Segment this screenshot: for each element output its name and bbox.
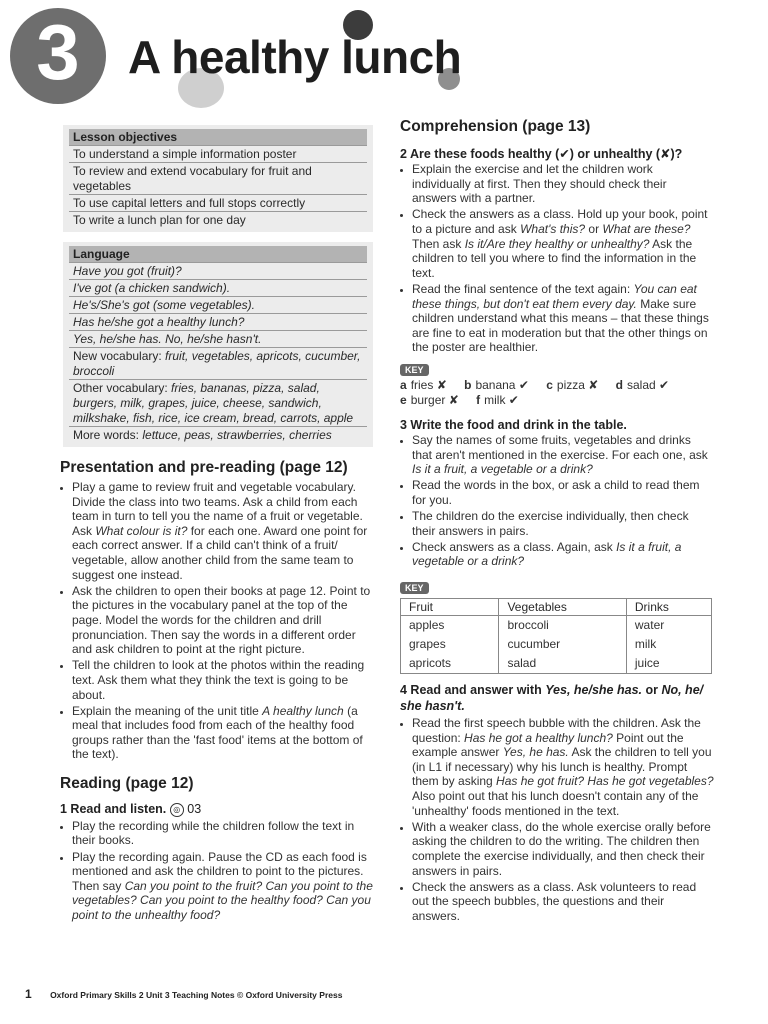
page-title: A healthy lunch [128, 31, 462, 83]
page-footer [25, 987, 342, 1001]
right-column [400, 118, 714, 925]
other-vocabulary: Other vocabulary: fries, bananas, pizza, salad, burgers, milk, grapes, juice, cheese, sandwich, milkshake, fish, rice, ice cream, bread, carrots, apple [69, 380, 367, 427]
objective-item: To review and extend vocabulary for fruit and vegetables [69, 163, 367, 195]
exercise-2-list [400, 162, 714, 355]
exercise-3-list [400, 433, 714, 569]
exercise-2-title: 2 Are these foods healthy (✔) or unhealthy (✘)? [400, 147, 683, 161]
language-box [63, 242, 373, 447]
list-item: • Play a game to review fruit and vegetable vocabulary. Divide the class into two teams. Ask a child from each team in turn to tell you the name of a fruit or vegetable. Ask What colour is it? for each one. Award one point for each correct answer. If a child can't think of a fruit/ vegetable, allow another child from the same team to suggest one instead. [72, 480, 373, 582]
more-words: More words: lettuce, peas, strawberries, cherries [69, 427, 367, 443]
list-item: • Play the recording again. Pause the CD as each food is mentioned and ask the children to point to the pictures. Then say Can you point to the fruit? Can you point to the vegetables? Can you point to the healthy food? Can you point to the unhealthy food? [72, 850, 373, 923]
table-row: grapes cucumber milk [401, 635, 712, 654]
language-heading: Language [69, 246, 367, 263]
left-column [60, 125, 373, 924]
list-item: • Read the words in the box, or ask a child to read them for you. [412, 478, 714, 507]
list-item: • Check the answers as a class. Hold up your book, point to a picture and ask What's this? or What are these? Then ask Is it/Are they healthy or unhealthy? Ask the children to tell you where to find the information in the text. [412, 207, 714, 280]
list-item: • Explain the exercise and let the children work individually at first. Then they should check their answers with a partner. [412, 162, 714, 206]
presentation-list [60, 480, 373, 762]
language-item: Has he/she got a healthy lunch? [69, 314, 367, 331]
cd-icon: ◎ [170, 803, 184, 817]
list-item: • With a weaker class, do the whole exercise orally before asking the children to do the writing. The children then complete the exercise individually, and then check their answers in pairs. [412, 820, 714, 878]
objective-item: To understand a simple information poster [69, 146, 367, 163]
list-item: • Read the first speech bubble with the children. Ask the question: Has he got a healthy lunch? Point out the example answer Yes, he has. Ask the children to tell you (in L1 if necessary) why his lunch is healthy. Prompt them by asking Has he got fruit? Has he got vegetables? Also point out that his lunch doesn't contain any of the 'unhealthy' foods mentioned in the text. [412, 716, 714, 818]
list-item: • Explain the meaning of the unit title A healthy lunch (a meal that includes food from each of the healthy food groups rather than the 'fast food' items at the bottom of the text). [72, 704, 373, 762]
table-row: apricots salad juice [401, 654, 712, 674]
food-table [400, 598, 712, 674]
objective-item: To write a lunch plan for one day [69, 212, 367, 228]
new-vocabulary: New vocabulary: fruit, vegetables, apricots, cucumber, broccoli [69, 348, 367, 380]
key-row: e burger ✘ f milk ✔ [400, 392, 519, 407]
exercise-4-title: 4 Read and answer with Yes, he/she has. or No, he/ she hasn't. [400, 683, 704, 714]
table-header: Fruit [401, 599, 499, 616]
reading-heading: Reading (page 12) [60, 775, 194, 793]
key-row: a fries ✘ b banana ✔ c pizza ✘ d salad ✔ [400, 377, 670, 392]
language-item: Have you got (fruit)? [69, 263, 367, 280]
list-item: • Check the answers as a class. Ask volunteers to read out the speech bubbles, the questions and their answers. [412, 880, 714, 924]
table-header-row [401, 599, 712, 616]
page-number: 1 [25, 987, 32, 1001]
exercise-3-title: 3 Write the food and drink in the table. [400, 417, 627, 432]
list-item: • Play the recording while the children follow the text in their books. [72, 819, 373, 848]
reading-exercise-title: 1 Read and listen. ◎ 03 [60, 802, 202, 817]
list-item: • Say the names of some fruits, vegetables and drinks that aren't mentioned in the exercise. For each one, ask Is it a fruit, a vegetable or a drink? [412, 433, 714, 477]
key-badge: KEY [400, 582, 429, 594]
list-item: • The children do the exercise individually, then check their answers in pairs. [412, 509, 714, 538]
table-row: apples broccoli water [401, 616, 712, 636]
language-item: Yes, he/she has. No, he/she hasn't. [69, 331, 367, 348]
presentation-heading: Presentation and pre-reading (page 12) [60, 459, 348, 476]
key-badge: KEY [400, 364, 429, 376]
list-item: • Ask the children to open their books at page 12. Point to the pictures in the vocabulary panel at the top of the page. Model the words for the children and drill pronunciation. Then say the words in a different order and ask children to point at the right picture. [72, 584, 373, 657]
table-header: Vegetables [499, 599, 626, 616]
reading-list [60, 819, 373, 923]
list-item: • Check answers as a class. Again, ask Is it a fruit, a vegetable or a drink? [412, 540, 714, 569]
list-item: • Read the final sentence of the text again: You can eat these things, but don't eat them every day. Make sure children understand what this means – that these things are fine to eat in moderation but that the other things on the poster are healthier. [412, 282, 714, 355]
objective-item: To use capital letters and full stops correctly [69, 195, 367, 212]
key-section-2 [400, 360, 714, 408]
lesson-objectives-box [63, 125, 373, 232]
list-item: • Tell the children to look at the photos within the reading text. Ask them what they think the text is going to be about. [72, 658, 373, 702]
language-item: I've got (a chicken sandwich). [69, 280, 367, 297]
exercise-4-list [400, 716, 714, 924]
key-section-3 [400, 578, 714, 674]
comprehension-heading: Comprehension (page 13) [400, 118, 591, 135]
unit-number: 3 [36, 8, 80, 96]
lesson-objectives-heading: Lesson objectives [69, 129, 367, 146]
table-header: Drinks [626, 599, 711, 616]
language-item: He's/She's got (some vegetables). [69, 297, 367, 314]
footer-text: Oxford Primary Skills 2 Unit 3 Teaching Notes © Oxford University Press [50, 990, 343, 1000]
